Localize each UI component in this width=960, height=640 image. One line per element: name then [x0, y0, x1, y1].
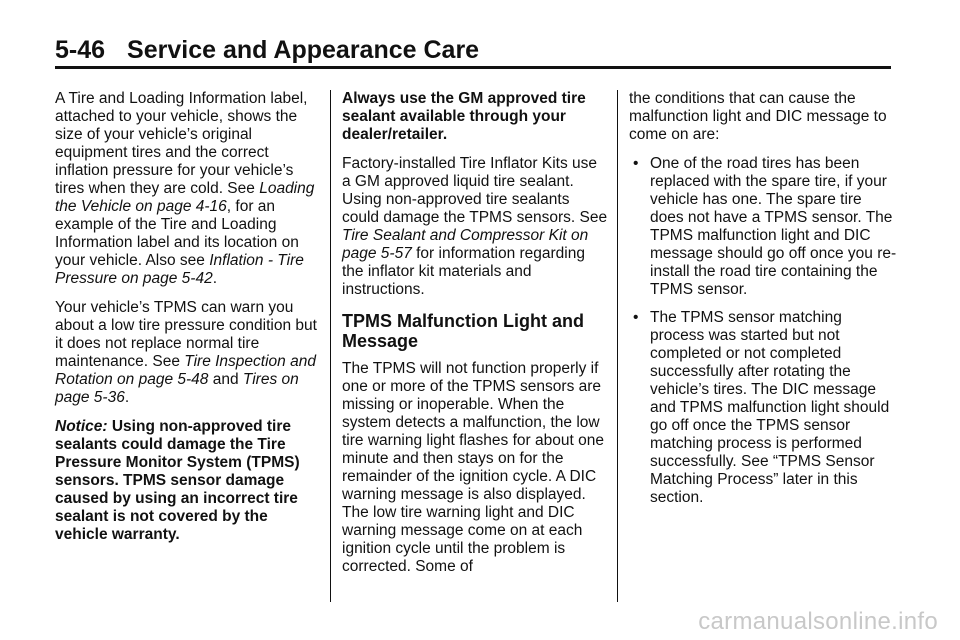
column-divider-1	[330, 90, 331, 602]
bullet-icon: •	[633, 155, 639, 172]
cross-reference-tires: Tires on page 5-36	[55, 371, 299, 406]
section-title: Service and Appearance Care	[127, 36, 480, 64]
text-run: .	[212, 270, 217, 287]
page-header	[55, 36, 479, 65]
sealant-bold-paragraph: Always use the GM approved tire sealant available through your dealer/retailer.	[342, 90, 586, 143]
text-run: and	[208, 371, 243, 388]
text-run: , for an example of the Tire and Loading Information label and its location on your vehicle. Also see	[55, 198, 299, 269]
list-item-text: One of the road tires has been replaced with the spare tire, if your vehicle has one. The spare tire does not have a TPMS sensor. The TPMS malfunction light and DIC message should go off once you re-install the road tire containing the TPMS sensor.	[650, 155, 897, 298]
notice-label: Notice:	[55, 418, 108, 435]
column-divider-2	[617, 90, 618, 602]
malfunction-paragraph: The TPMS will not function properly if one or more of the TPMS sensors are missing or inoperable. When the system detects a malfunction, the low tire warning light flashes for about one minute and then stays on for the remainder of the ignition cycle. A DIC warning message is also displayed. The low tire warning light and DIC warning message come on at each ignition cycle until the problem is corrected. Some of	[342, 360, 604, 575]
watermark: carmanualsonline.info	[698, 608, 938, 635]
text-run: Factory-installed Tire Inflator Kits use a GM approved liquid tire sealant. Using non-approved tire sealants could damage the TPMS sensors. See	[342, 155, 608, 226]
list-item-text: The TPMS sensor matching process was started but not completed or not completed successfully after rotating the vehicle’s tires. The DIC message and TPMS malfunction light should go off once the TPMS sensor matching process is performed successfully. See “TPMS Sensor Matching Process” later in this section.	[650, 309, 890, 506]
notice-text: Using non-approved tire sealants could damage the Tire Pressure Monitor System (TPMS) sensors. TPMS sensor damage caused by using an incorrect tire sealant is not covered by the vehicle warranty.	[55, 418, 300, 543]
column-1	[55, 90, 317, 555]
text-run: A Tire and Loading Information label, attached to your vehicle, shows the size of your vehicle’s original equipment tires and the correct inflation pressure for your vehicle’s tires when they are cold. See	[55, 90, 308, 197]
text-run: Your vehicle’s TPMS can warn you about a low tire pressure condition but it does not replace normal tire maintenance. See	[55, 299, 317, 370]
cross-reference-inflation: Inflation - Tire Pressure on page 5-42	[55, 252, 304, 287]
cross-reference-sealant: Tire Sealant and Compressor Kit on page 5-57	[342, 227, 589, 262]
conditions-intro: the conditions that can cause the malfunction light and DIC message to come on are:	[629, 90, 887, 143]
conditions-list	[629, 155, 899, 507]
text-run: .	[124, 389, 130, 406]
list-item	[629, 155, 899, 299]
malfunction-heading: TPMS Malfunction Light and Message	[342, 311, 584, 351]
header-rule	[55, 66, 891, 69]
list-item	[629, 309, 899, 507]
column-2	[342, 90, 608, 587]
inflator-kit-paragraph	[342, 155, 608, 299]
tire-label-paragraph	[55, 90, 317, 288]
text-run: for information regarding the inflator kit materials and instructions.	[342, 245, 585, 298]
tpms-warning-paragraph	[55, 299, 317, 407]
notice-paragraph	[55, 418, 317, 544]
cross-reference-loading: Loading the Vehicle on page 4-16	[55, 180, 315, 215]
column-3	[629, 90, 899, 517]
cross-reference-inspection: Tire Inspection and Rotation on page 5-48	[55, 353, 316, 388]
page-number: 5-46	[55, 36, 106, 64]
bullet-icon: •	[633, 309, 639, 326]
